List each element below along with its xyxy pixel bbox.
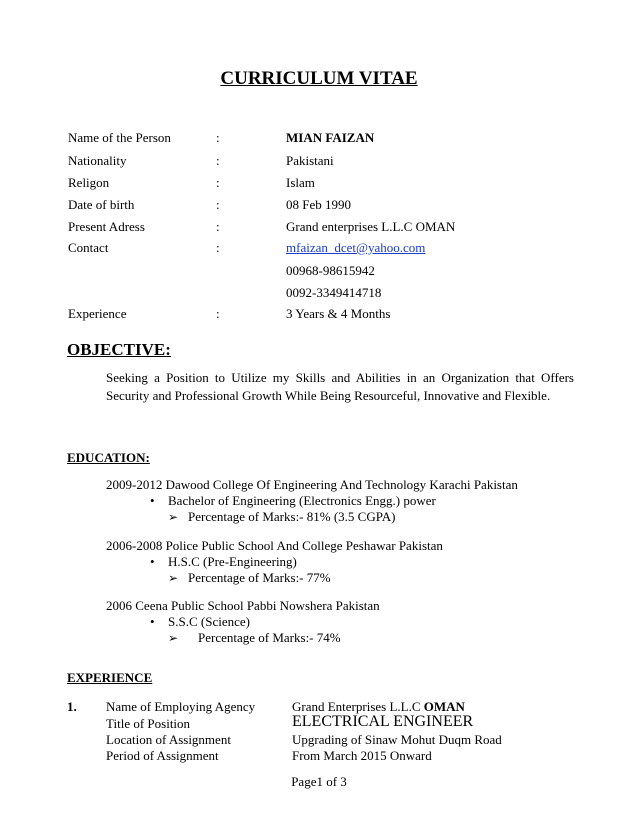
colon: : [216, 175, 220, 190]
label-title-of-position: Title of Position [106, 716, 191, 731]
value-location: Upgrading of Sinaw Mohut Duqm Road [292, 732, 502, 747]
education-entry-line: 2009-2012 Dawood College Of Engineering And Technology Karachi Pakistan [106, 477, 518, 492]
education-marks: Percentage of Marks:- 81% (3.5 CGPA) [188, 509, 396, 524]
label-contact: Contact [68, 240, 109, 255]
page-footer: Page1 of 3 [291, 774, 347, 789]
objective-heading: OBJECTIVE: [67, 340, 171, 359]
label-name: Name of the Person [68, 130, 171, 145]
arrow-bullet-icon: ➢ [168, 510, 179, 524]
colon: : [216, 153, 220, 168]
colon: : [216, 219, 220, 234]
education-degree: S.S.C (Science) [168, 614, 250, 629]
value-nationality: Pakistani [286, 153, 334, 168]
label-employing-agency: Name of Employing Agency [106, 699, 256, 714]
colon: : [216, 130, 220, 145]
bullet-icon: • [150, 554, 155, 569]
page-title: CURRICULUM VITAE [220, 68, 418, 89]
label-period: Period of Assignment [106, 748, 219, 763]
colon: : [216, 306, 220, 321]
education-degree: H.S.C (Pre-Engineering) [168, 554, 297, 569]
value-employing-agency: Grand Enterprises L.L.C OMAN [292, 699, 465, 714]
value-phone-pakistan: 0092-3349414718 [286, 285, 382, 300]
label-location: Location of Assignment [106, 732, 231, 747]
label-address: Present Adress [68, 219, 145, 234]
email-link[interactable]: mfaizan_dcet@yahoo.com [286, 240, 426, 255]
bullet-icon: • [150, 614, 155, 629]
value-period: From March 2015 Onward [292, 748, 432, 763]
bullet-icon: • [150, 493, 155, 508]
experience-number: 1. [67, 699, 77, 714]
education-entry-line: 2006 Ceena Public School Pabbi Nowshera Pakistan [106, 598, 380, 613]
value-experience: 3 Years & 4 Months [286, 306, 391, 321]
education-entry-line: 2006-2008 Police Public School And College Peshawar Pakistan [106, 538, 443, 553]
objective-text: Seeking a Position to Utilize my Skills and Abilities in an Organization that Offers Security and Professional Growth While Being Resourceful, Innovative and Flexible. [106, 370, 574, 403]
label-nationality: Nationality [68, 153, 127, 168]
arrow-bullet-icon: ➢ [168, 571, 179, 585]
colon: : [216, 240, 220, 255]
education-marks: Percentage of Marks:- 77% [188, 570, 331, 585]
value-dob: 08 Feb 1990 [286, 197, 351, 212]
education-heading: EDUCATION: [67, 450, 150, 465]
education-marks: Percentage of Marks:- 74% [198, 630, 341, 645]
label-religion: Religon [68, 175, 110, 190]
label-dob: Date of birth [68, 197, 135, 212]
value-religion: Islam [286, 175, 315, 190]
label-experience: Experience [68, 306, 127, 321]
value-title-of-position: ELECTRICAL ENGINEER [292, 713, 474, 730]
value-name: MIAN FAIZAN [286, 130, 375, 145]
colon: : [216, 197, 220, 212]
value-phone-oman: 00968-98615942 [286, 263, 375, 278]
arrow-bullet-icon: ➢ [168, 631, 179, 645]
experience-heading: EXPERIENCE [67, 670, 153, 685]
education-degree: Bachelor of Engineering (Electronics Engg.) power [168, 493, 436, 508]
value-address: Grand enterprises L.L.C OMAN [286, 219, 456, 234]
